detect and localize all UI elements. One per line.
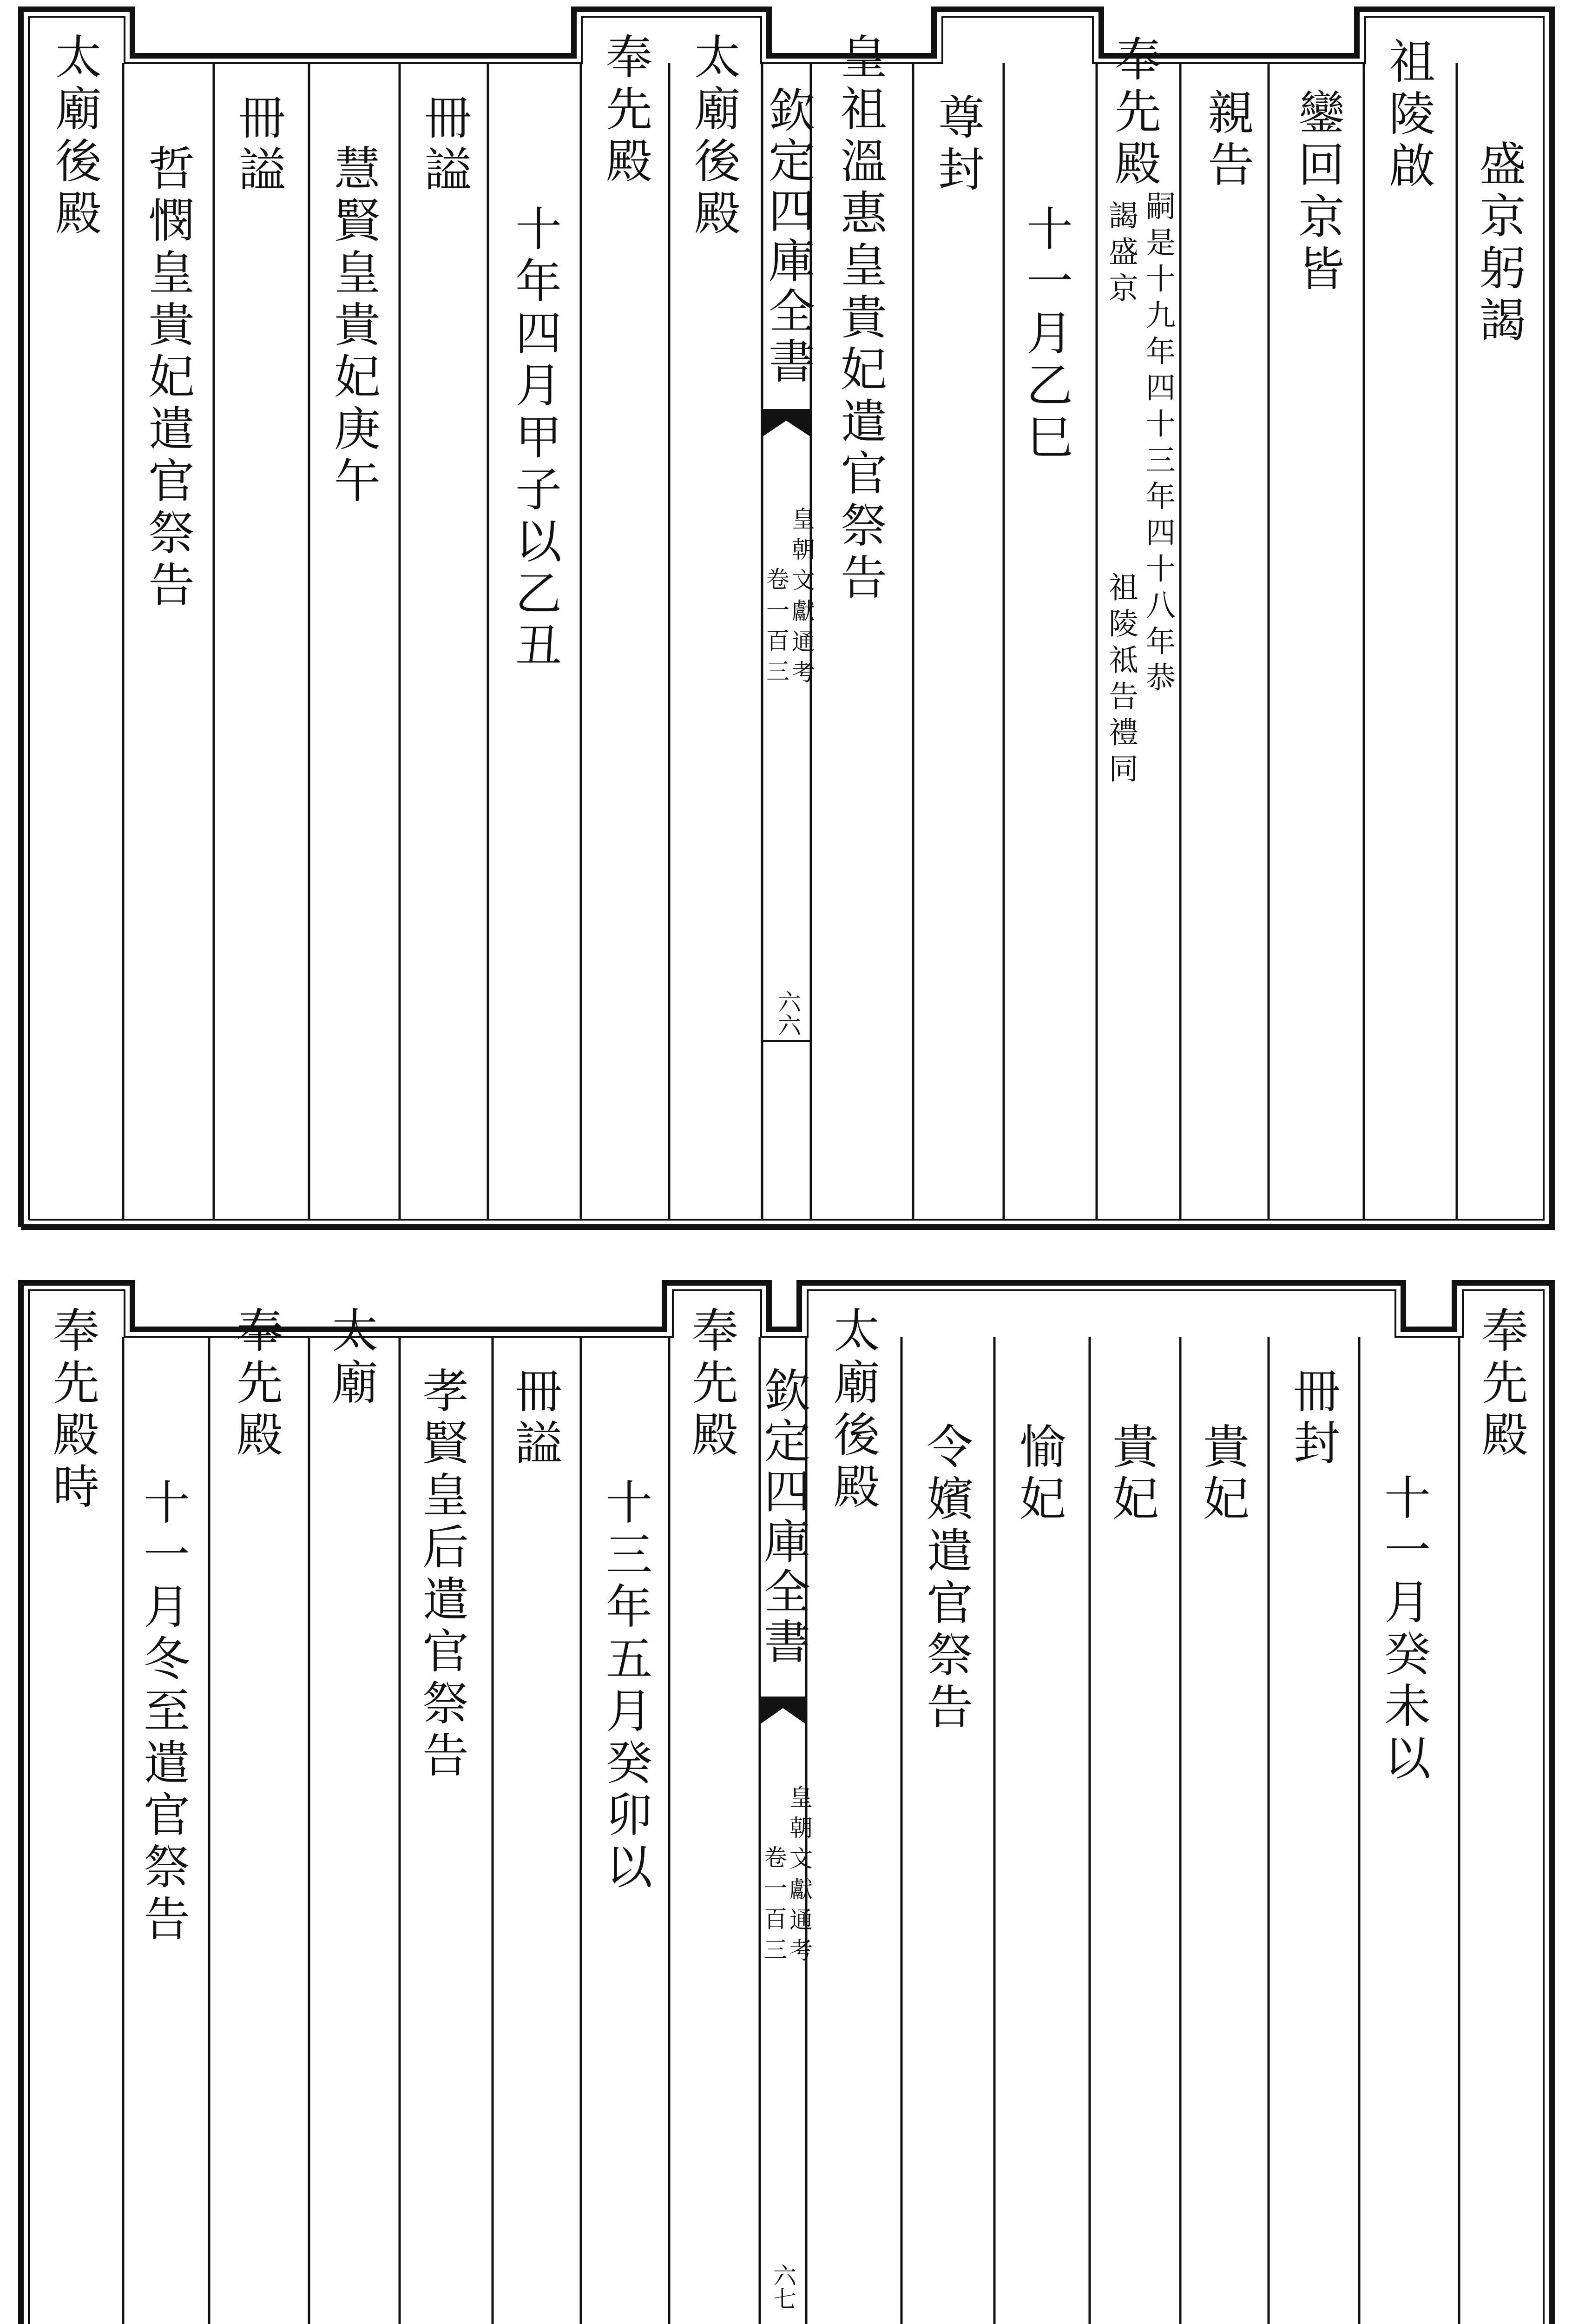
column-text: 孝賢皇后遣官祭告 <box>414 1367 469 1783</box>
column-text: 慧賢皇貴妃庚午 <box>326 144 381 508</box>
column-text: 親告 <box>1200 88 1254 192</box>
column-text: 太廟後殿 <box>686 33 741 241</box>
column-text-small: 嗣是十九年四十三年四十八年恭 <box>1141 191 1175 698</box>
column-text: 奉先殿 <box>1107 35 1161 191</box>
book-title: 欽定四庫全書 <box>761 86 815 387</box>
column-text: 奉先殿 <box>1474 1306 1528 1462</box>
column-text: 冊封 <box>1286 1367 1340 1471</box>
column-text: 太廟後殿 <box>47 33 102 241</box>
column-text: 鑾回京皆 <box>1290 88 1345 297</box>
column-text: 十三年五月癸卯以 <box>598 1478 652 1895</box>
column-text: 尊封 <box>930 93 985 197</box>
column-text: 愉妃 <box>1012 1422 1066 1526</box>
column-text: 太廟 <box>324 1306 378 1410</box>
volume-label: 卷一百三 <box>760 1845 787 1968</box>
column-text: 冊謚 <box>417 93 471 197</box>
column-text: 太廟後殿 <box>826 1306 880 1514</box>
column-text: 祖陵啟 <box>1381 37 1435 193</box>
column-text: 皇祖溫惠皇貴妃遣官祭告 <box>833 33 887 605</box>
book-title: 欽定四庫全書 <box>756 1367 810 1668</box>
column-text: 貴妃 <box>1195 1422 1250 1526</box>
column-text: 令嬪遣官祭告 <box>919 1422 973 1735</box>
column-text: 奉先殿 <box>684 1306 738 1462</box>
column-text: 盛京躬謁 <box>1472 139 1526 348</box>
column-text: 貴妃 <box>1105 1422 1159 1526</box>
folio-number: 六七 <box>770 2264 796 2310</box>
column-text: 十年四月甲子以乙丑 <box>507 205 562 673</box>
book-subtitle: 皇朝文獻通考 <box>788 507 815 691</box>
volume-label: 卷一百三 <box>763 567 789 690</box>
bottom-page <box>0 1274 1572 2324</box>
folio-number: 六六 <box>774 990 801 1037</box>
column-text-small: 祖陵祗告禮同 <box>1104 572 1138 789</box>
column-text: 奉先殿 <box>229 1306 283 1462</box>
column-text: 十一月冬至遣官祭告 <box>136 1478 190 1947</box>
column-text-small: 謁盛京 <box>1104 200 1138 309</box>
column-text: 冊謚 <box>231 93 285 197</box>
column-text: 十一月乙巳 <box>1019 205 1073 465</box>
column-text: 冊謚 <box>507 1367 562 1471</box>
column-text: 十一月癸未以 <box>1376 1473 1431 1786</box>
column-text: 奉先殿時 <box>45 1306 99 1514</box>
column-text: 哲憫皇貴妃遣官祭告 <box>140 144 195 613</box>
book-subtitle: 皇朝文獻通考 <box>786 1785 813 1969</box>
column-text: 奉先殿 <box>598 33 652 189</box>
